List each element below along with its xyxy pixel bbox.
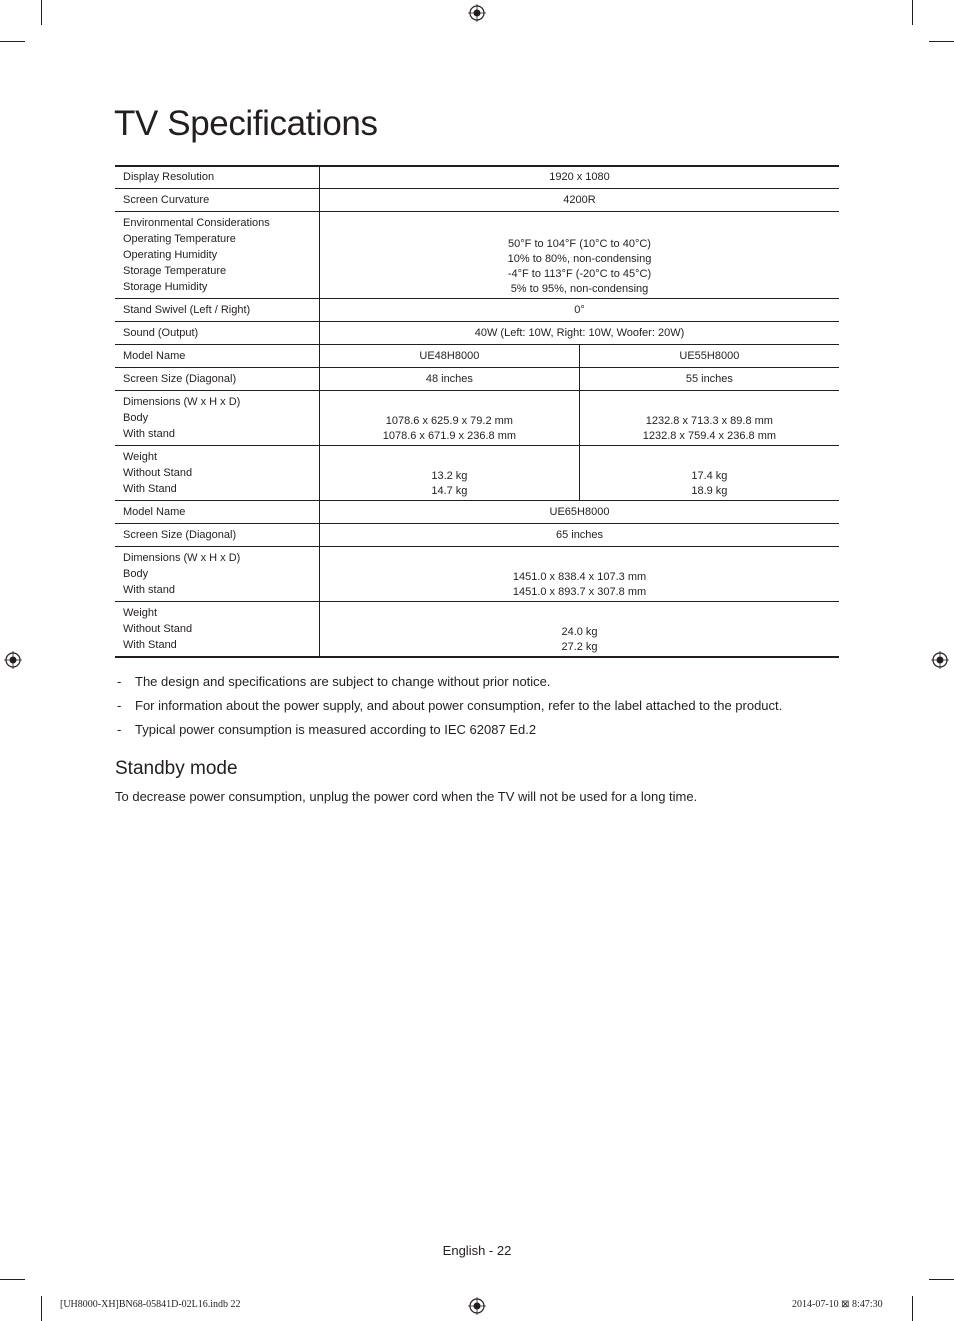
spec-label-line: Body: [123, 567, 149, 580]
note-text: For information about the power supply, and about power consumption, refer to the label attached to the product.: [135, 698, 783, 713]
note-text: The design and specifications are subject to change without prior notice.: [135, 674, 551, 689]
spec-value-line: 1078.6 x 671.9 x 236.8 mm: [382, 429, 517, 442]
spec-label: Screen Curvature: [115, 188, 320, 211]
spec-value: UE48H8000: [320, 344, 580, 367]
spec-label-line: Without Stand: [123, 466, 193, 479]
spec-value-line: 14.7 kg: [431, 484, 468, 497]
spec-value: [320, 445, 580, 500]
list-item: [115, 719, 782, 743]
spec-label-line: Environmental Considerations: [123, 216, 270, 229]
spec-value: [579, 445, 839, 500]
spec-label-line: Storage Humidity: [123, 280, 208, 293]
table-row: [115, 166, 839, 188]
spec-label-line: Without Stand: [123, 622, 193, 635]
print-slug: [UH8000-XH]BN68-05841D-02L16.indb 22: [60, 1299, 241, 1310]
crop-mark: [0, 1279, 25, 1280]
spec-value: 40W (Left: 10W, Right: 10W, Woofer: 20W): [320, 321, 840, 344]
bullet-dash: -: [117, 698, 122, 713]
spec-value: [579, 390, 839, 445]
spec-value-line: 1451.0 x 893.7 x 307.8 mm: [512, 585, 647, 598]
registration-mark-icon: [468, 1297, 486, 1315]
spec-value: [320, 546, 840, 601]
table-row: [115, 390, 839, 445]
spec-label-line: With stand: [123, 427, 175, 440]
spec-value: 4200R: [320, 188, 840, 211]
spec-value: 1920 x 1080: [320, 166, 840, 188]
spec-value-line: 50°F to 104°F (10°C to 40°C): [508, 237, 651, 250]
table-row: [115, 601, 839, 657]
spec-label: [115, 211, 320, 298]
spec-label-line: Weight: [123, 606, 158, 619]
spec-label-line: With Stand: [123, 482, 177, 495]
crop-mark: [41, 0, 42, 25]
page-footer: English - 22: [442, 1243, 512, 1258]
table-row: [115, 445, 839, 500]
list-item: [115, 671, 782, 695]
spec-value: UE55H8000: [579, 344, 839, 367]
section-heading: Standby mode: [115, 758, 238, 779]
table-row: [115, 344, 839, 367]
crop-mark: [0, 41, 25, 42]
spec-value-line: 10% to 80%, non-condensing: [507, 252, 652, 265]
table-row: [115, 321, 839, 344]
spec-label: [115, 390, 320, 445]
spec-value-line: 18.9 kg: [691, 484, 728, 497]
spec-label: Display Resolution: [115, 166, 320, 188]
table-row: [115, 211, 839, 298]
spec-label: Screen Size (Diagonal): [115, 523, 320, 546]
table-row: [115, 298, 839, 321]
crop-mark: [912, 1296, 913, 1321]
note-text: Typical power consumption is measured according to IEC 62087 Ed.2: [135, 722, 537, 737]
bullet-dash: -: [117, 674, 122, 689]
page-title: TV Specifications: [114, 104, 378, 143]
spec-label-line: Body: [123, 411, 149, 424]
spec-label-line: Storage Temperature: [123, 264, 227, 277]
spec-label: Sound (Output): [115, 321, 320, 344]
spec-value-line: 1078.6 x 625.9 x 79.2 mm: [385, 414, 513, 427]
spec-value: 0°: [320, 298, 840, 321]
crop-mark: [912, 0, 913, 25]
spec-value-line: 1232.8 x 713.3 x 89.8 mm: [645, 414, 773, 427]
table-row: [115, 500, 839, 523]
registration-mark-icon: [4, 651, 22, 669]
spec-label: Model Name: [115, 344, 320, 367]
spec-label-line: Operating Humidity: [123, 248, 218, 261]
spec-value-line: 1232.8 x 759.4 x 236.8 mm: [642, 429, 777, 442]
spec-value-line: 5% to 95%, non-condensing: [510, 282, 649, 295]
spec-value-line: 24.0 kg: [561, 626, 598, 638]
spec-label: Screen Size (Diagonal): [115, 367, 320, 390]
bullet-dash: -: [117, 722, 122, 737]
crop-mark: [929, 1279, 954, 1280]
spec-label-line: With stand: [123, 583, 175, 596]
crop-mark: [41, 1296, 42, 1321]
spec-value: UE65H8000: [320, 500, 840, 523]
section-text: To decrease power consumption, unplug the power cord when the TV will not be used for a long time.: [115, 789, 698, 804]
registration-mark-icon: [931, 651, 949, 669]
spec-label-line: Dimensions (W x H x D): [123, 395, 241, 408]
spec-label: Model Name: [115, 500, 320, 523]
spec-value: 65 inches: [320, 523, 840, 546]
spec-label-line: With Stand: [123, 638, 177, 651]
table-row: [115, 188, 839, 211]
spec-value-line: 13.2 kg: [431, 469, 468, 482]
table-row: [115, 546, 839, 601]
spec-value: 55 inches: [579, 367, 839, 390]
spec-value-line: 1451.0 x 838.4 x 107.3 mm: [512, 570, 647, 583]
spec-label-line: Dimensions (W x H x D): [123, 551, 241, 564]
spec-value: [320, 211, 840, 298]
spec-value: 48 inches: [320, 367, 580, 390]
spec-value: [320, 390, 580, 445]
crop-mark: [929, 41, 954, 42]
registration-mark-icon: [468, 4, 486, 22]
spec-label-line: Weight: [123, 450, 158, 463]
notes-list: [115, 671, 782, 743]
spec-value-line: 27.2 kg: [561, 641, 598, 653]
table-row: [115, 367, 839, 390]
spec-table: [115, 165, 839, 658]
table-row: [115, 523, 839, 546]
spec-label: [115, 546, 320, 601]
spec-label: Stand Swivel (Left / Right): [115, 298, 320, 321]
spec-value-line: 17.4 kg: [691, 469, 728, 482]
spec-value: [320, 601, 840, 657]
print-timestamp: 2014-07-10 ⊠ 8:47:30: [792, 1299, 883, 1310]
spec-label-line: Operating Temperature: [123, 232, 236, 245]
spec-label: [115, 601, 320, 657]
list-item: [115, 695, 782, 719]
spec-value-line: -4°F to 113°F (-20°C to 45°C): [507, 267, 652, 280]
spec-label: [115, 445, 320, 500]
